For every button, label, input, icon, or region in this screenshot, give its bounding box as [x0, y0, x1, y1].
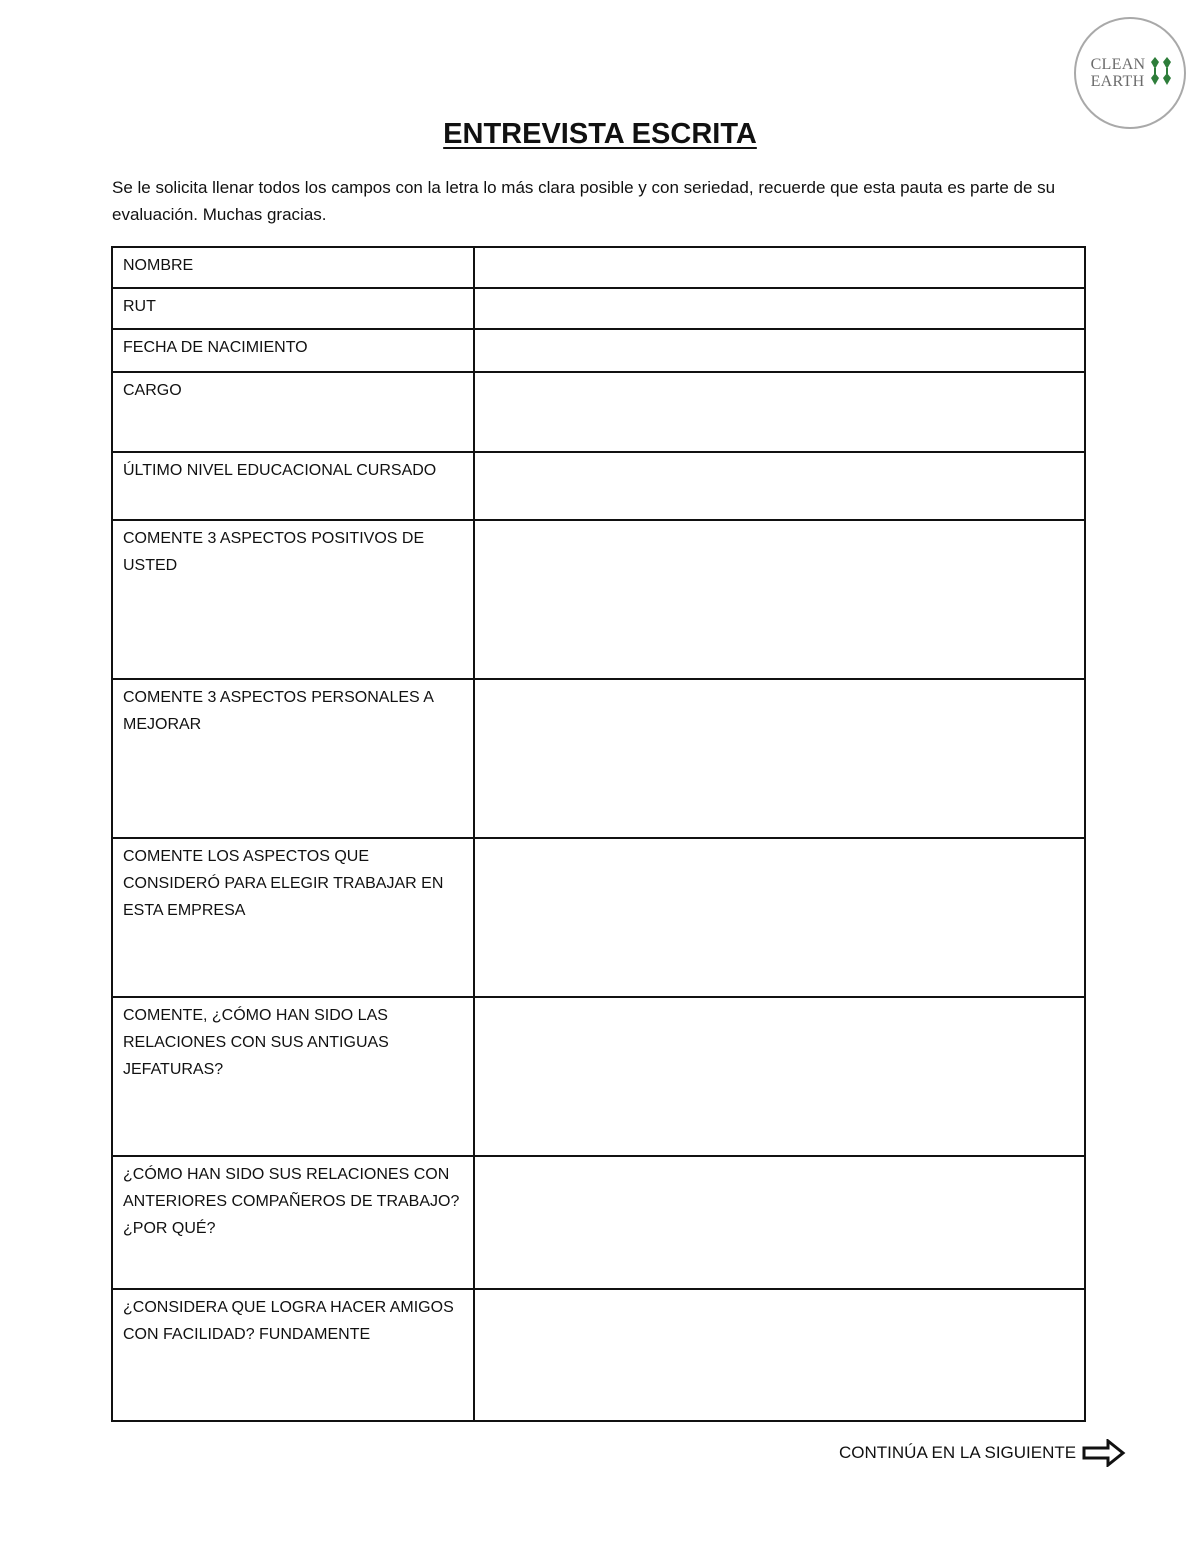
form-row [112, 288, 1085, 329]
form-row [112, 452, 1085, 520]
form-row-answer-field[interactable] [474, 997, 1085, 1156]
logo-line-2: EARTH [1090, 73, 1145, 90]
form-row [112, 372, 1085, 452]
form-row [112, 1156, 1085, 1289]
form-row-label: FECHA DE NACIMIENTO [112, 329, 474, 372]
form-row-label: NOMBRE [112, 247, 474, 288]
form-row-label: COMENTE 3 ASPECTOS PERSONALES A MEJORAR [112, 679, 474, 838]
form-row-answer-field[interactable] [474, 1156, 1085, 1289]
form-row [112, 1289, 1085, 1421]
page-title [0, 116, 1200, 152]
form-row-label: COMENTE 3 ASPECTOS POSITIVOS DE USTED [112, 520, 474, 679]
form-row-answer-field[interactable] [474, 372, 1085, 452]
leaf-mark-icon [1149, 56, 1173, 90]
form-row [112, 679, 1085, 838]
form-row-label: CARGO [112, 372, 474, 452]
form-row-answer-field[interactable] [474, 679, 1085, 838]
form-row-label: ÚLTIMO NIVEL EDUCACIONAL CURSADO [112, 452, 474, 520]
form-row-answer-field[interactable] [474, 247, 1085, 288]
logo-content [1091, 56, 1174, 90]
form-row-label: ¿CONSIDERA QUE LOGRA HACER AMIGOS CON FACILIDAD? FUNDAMENTE [112, 1289, 474, 1421]
form-row-label: COMENTE, ¿CÓMO HAN SIDO LAS RELACIONES CON SUS ANTIGUAS JEFATURAS? [112, 997, 474, 1156]
form-row-answer-field[interactable] [474, 1289, 1085, 1421]
form-body [112, 247, 1085, 1421]
instructions-text: Se le solicita llenar todos los campos con la letra lo más clara posible y con seriedad, recuerde que esta pauta es parte de su evaluación. Muchas gracias. [112, 178, 1056, 224]
form-row-label: ¿CÓMO HAN SIDO SUS RELACIONES CON ANTERIORES COMPAÑEROS DE TRABAJO? ¿POR QUÉ? [112, 1156, 474, 1289]
form-row-answer-field[interactable] [474, 838, 1085, 997]
form-row-label: COMENTE LOS ASPECTOS QUE CONSIDERÓ PARA ELEGIR TRABAJAR EN ESTA EMPRESA [112, 838, 474, 997]
continue-text: CONTINÚA EN LA SIGUIENTE [839, 1443, 1077, 1462]
page-title-text: ENTREVISTA ESCRITA [443, 118, 757, 150]
form-row-answer-field[interactable] [474, 288, 1085, 329]
form-row-answer-field[interactable] [474, 452, 1085, 520]
form-row [112, 997, 1085, 1156]
form-row [112, 247, 1085, 288]
form-row-answer-field[interactable] [474, 329, 1085, 372]
form-row [112, 329, 1085, 372]
logo-line-1: CLEAN [1090, 56, 1146, 73]
logo-wordmark [1091, 56, 1146, 90]
form-row [112, 838, 1085, 997]
form-row-label: RUT [112, 288, 474, 329]
continue-notice [839, 1438, 1126, 1468]
form-row [112, 520, 1085, 679]
right-arrow-outline-icon [1082, 1439, 1126, 1467]
form-row-answer-field[interactable] [474, 520, 1085, 679]
company-logo [1074, 17, 1186, 129]
interview-form-table [111, 246, 1086, 1422]
